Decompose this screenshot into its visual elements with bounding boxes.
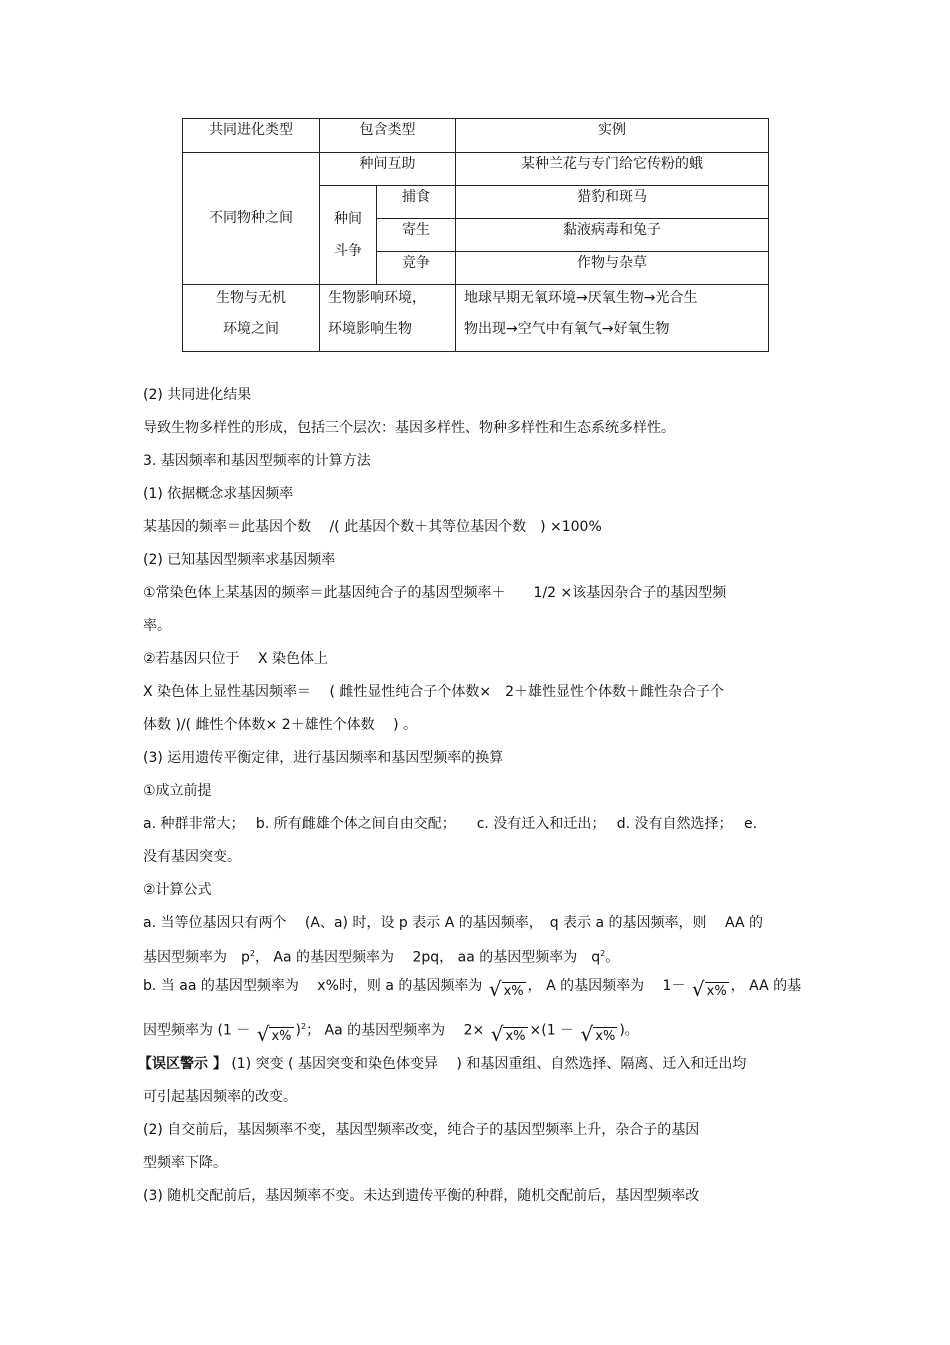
- competition-group-line2: 斗争: [334, 243, 362, 259]
- paragraph: ②计算公式: [143, 882, 212, 898]
- section-heading: 3. 基因频率和基因型频率的计算方法: [143, 453, 371, 469]
- radicand: x%: [706, 984, 727, 999]
- coevolution-table: [182, 118, 769, 352]
- paragraph: (2) 自交前后，基因频率不变，基因型频率改变，纯合子的基因型频率上升，杂合子的基因: [143, 1122, 700, 1138]
- text-run: ， AA 的基: [730, 978, 802, 994]
- warning-line: [138, 1055, 746, 1073]
- text-run: 因型频率为 (1 －: [143, 1022, 251, 1039]
- formula-line: 某基因的频率＝此基因个数 /( 此基因个数＋其等位基因个数 ) ×100%: [143, 519, 602, 535]
- radical-sign: √: [580, 1021, 594, 1046]
- paragraph: 导致生物多样性的形成，包括三个层次：基因多样性、物种多样性和生态系统多样性。: [143, 420, 675, 436]
- text-run: ×(1 －: [529, 1022, 575, 1039]
- paragraph: ②若基因只位于 X 染色体上: [143, 651, 329, 667]
- paragraph: (3) 随机交配前后，基因频率不变。未达到遗传平衡的种群，随机交配前后，基因型频率改: [143, 1188, 700, 1204]
- square-root: [489, 979, 526, 999]
- radical-sign: √: [256, 1021, 270, 1046]
- text-run: ， A 的基因频率为 1－: [527, 978, 686, 994]
- mutualism-type: 种间互助: [320, 153, 456, 186]
- radical-sign: √: [691, 977, 705, 1001]
- text-run: ， Aa 的基因型频率为 2pq， aa 的基因型频率为 q: [254, 949, 601, 966]
- group-abiotic: [183, 285, 320, 352]
- paragraph: X 染色体上显性基因频率＝ ( 雌性显性纯合子个体数× 2＋雄性显性个体数＋雌性杂合子个: [143, 684, 725, 700]
- group-abiotic-line1: 生物与无机: [216, 290, 286, 306]
- radicand: x%: [503, 984, 524, 999]
- superscript: 2: [249, 949, 255, 958]
- text-run: 。: [624, 1022, 639, 1039]
- square-root: [692, 979, 729, 999]
- radicand: x%: [271, 1028, 292, 1044]
- abiotic-example: [456, 285, 769, 352]
- formula-line: [143, 945, 619, 967]
- paragraph: a. 当等位基因只有两个 (A、a) 时，设 p 表示 A 的基因频率， q 表示 a 的基因频率，则 AA 的: [143, 915, 763, 931]
- row-example: 黏液病毒和兔子: [456, 219, 769, 252]
- text-run: 。: [605, 949, 620, 966]
- table-header-row: [183, 119, 769, 153]
- row-example: 作物与杂草: [456, 252, 769, 285]
- section-heading: (2) 共同进化结果: [143, 387, 252, 403]
- abiotic-example-line2: 物出现→空气中有氧气→好氧生物: [464, 321, 670, 338]
- paragraph: 型频率下降。: [143, 1155, 227, 1171]
- section-heading: (2) 已知基因型频率求基因频率: [143, 552, 336, 568]
- competition-group: [320, 186, 377, 285]
- formula-line: [143, 977, 801, 999]
- abiotic-type-line2: 环境影响生物: [328, 321, 412, 338]
- row-example: 猎豹和斑马: [456, 186, 769, 219]
- paragraph: ①常染色体上某基因的频率＝此基因纯合子的基因型频率＋ 1/2 ×该基因杂合子的基因型频: [143, 585, 727, 601]
- formula-line: 因型频率为 (1 － √ x% )$^2$； Aa 的基因型频率为 2× √ x% ×(1 － √ x% )。: [143, 1021, 639, 1046]
- radical-sign: √: [488, 977, 502, 1001]
- text-run: b. 当 aa 的基因型频率为 x%时，则 a 的基因频率为: [143, 978, 483, 994]
- paragraph: 没有基因突变。: [143, 849, 241, 865]
- paragraph: 率。: [143, 618, 171, 634]
- radicand: x%: [505, 1028, 526, 1044]
- square-root: [490, 1021, 528, 1046]
- paragraph: 可引起基因频率的改变。: [143, 1089, 297, 1105]
- group-abiotic-line2: 环境之间: [223, 321, 279, 338]
- header-included: 包含类型: [320, 119, 456, 153]
- superscript: 2: [600, 949, 606, 958]
- paragraph: a. 种群非常大； b. 所有雌雄个体之间自由交配； c. 没有迁入和迁出； d. 没有自然选择； e.: [143, 816, 758, 832]
- abiotic-type-line1: 生物影响环境，: [328, 290, 426, 306]
- table-row: [183, 285, 769, 352]
- mutualism-example: 某种兰花与专门给它传粉的蛾: [456, 153, 769, 186]
- radicand: x%: [595, 1028, 616, 1044]
- warning-tag: 【误区警示 】: [138, 1056, 227, 1072]
- header-example: 实例: [456, 119, 769, 153]
- text-run: ； Aa 的基因型频率为 2×: [306, 1022, 485, 1039]
- radical-sign: √: [490, 1021, 504, 1046]
- header-type: 共同进化类型: [183, 119, 320, 153]
- square-root: [256, 1021, 294, 1046]
- paragraph: ①成立前提: [143, 783, 212, 799]
- row-type: 捕食: [377, 186, 456, 219]
- superscript: 2: [301, 1022, 307, 1031]
- competition-group-line1: 种间: [334, 211, 362, 227]
- group-interspecies: 不同物种之间: [183, 153, 320, 285]
- abiotic-example-line1: 地球早期无氧环境→厌氧生物→光合生: [464, 290, 698, 306]
- table-row: [183, 153, 769, 186]
- section-heading: (1) 依据概念求基因频率: [143, 486, 294, 502]
- square-root: [580, 1021, 618, 1046]
- row-type: 竞争: [377, 252, 456, 285]
- paragraph: 体数 )/( 雌性个体数× 2＋雄性个体数 ) 。: [143, 717, 417, 733]
- section-heading: (3) 运用遗传平衡定律，进行基因频率和基因型频率的换算: [143, 750, 504, 766]
- text-run: (1) 突变 ( 基因突变和染色体变异 ) 和基因重组、自然选择、隔离、迁入和迁出均: [226, 1056, 747, 1072]
- abiotic-type: [320, 285, 456, 352]
- row-type: 寄生: [377, 219, 456, 252]
- text-run: 基因型频率为 p: [143, 949, 250, 966]
